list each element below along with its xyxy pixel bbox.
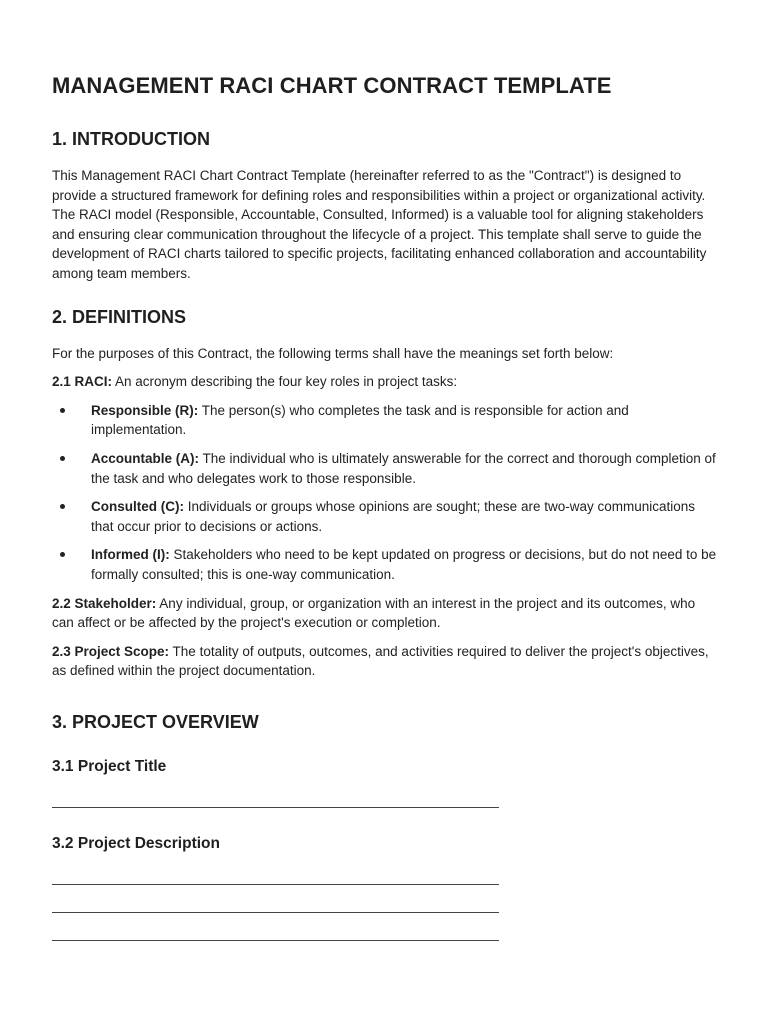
document-title: MANAGEMENT RACI CHART CONTRACT TEMPLATE [52,73,612,98]
section-project-overview [52,711,718,941]
definition-scope-term: 2.3 Project Scope: [52,643,170,659]
role-term: Consulted (C): [91,499,184,515]
definition-raci-text: An acronym describing the four key roles in project tasks: [112,374,458,390]
project-title-field[interactable] [52,806,499,808]
definition-stakeholder [52,594,718,633]
list-item [52,545,718,584]
role-term: Informed (I): [91,547,170,563]
role-text: The individual who is ultimately answerable for the correct and thorough completion of the task and who delegates work to those responsible. [91,450,716,486]
definitions-lead: For the purposes of this Contract, the following terms shall have the meanings set forth below: [52,345,614,361]
project-title-label: 3.1 Project Title [52,757,167,775]
bullet-icon [60,504,65,509]
introduction-heading: 1. INTRODUCTION [52,129,211,149]
list-item [52,401,718,440]
bullet-icon [60,552,65,557]
project-description-line-1[interactable] [52,883,499,885]
project-description-line-2[interactable] [52,911,499,913]
introduction-body: This Management RACI Chart Contract Template (hereinafter referred to as the "Contract") is designed to provide a structured framework for defining roles and responsibilities within a project or organizational activity. The RACI model (Responsible, Accountable, Consulted, Informed) is a valuable tool for aligning stakeholders and ensuring clear communication throughout the lifecycle of a project. This template shall serve to guide the development of RACI charts tailored to specific projects, facilitating enhanced collaboration and accountability among team members. [52,168,707,281]
definition-scope-text: The totality of outputs, outcomes, and activities required to deliver the project's objectives, as defined within the project documentation. [52,643,709,679]
role-text: The person(s) who completes the task and is responsible for action and implementation. [91,402,629,438]
project-description-line-3[interactable] [52,939,499,941]
definition-project-scope [52,642,718,681]
definition-stakeholder-term: 2.2 Stakeholder: [52,595,157,611]
role-text: Stakeholders who need to be kept updated on progress or decisions, but do not need to be formally consulted; this is one-way communication. [91,547,717,582]
role-term: Responsible (R): [91,402,199,418]
list-item [52,449,718,488]
definition-stakeholder-text: Any individual, group, or organization with an interest in the project and its outcomes, who can affect or be affected by the project's execution or completion. [52,595,696,631]
section-definitions [52,306,718,681]
list-item [52,497,718,536]
definitions-heading: 2. DEFINITIONS [52,306,187,327]
bullet-icon [60,456,65,461]
definition-raci [52,372,718,392]
project-description-label: 3.2 Project Description [52,834,220,852]
role-term: Accountable (A): [91,450,199,466]
bullet-icon [60,408,65,413]
section-introduction [52,128,718,284]
role-text: Individuals or groups whose opinions are sought; these are two-way communications that occur prior to decisions or actions. [91,499,696,534]
raci-roles-list [52,401,718,585]
project-overview-heading: 3. PROJECT OVERVIEW [52,711,259,732]
definition-raci-term: 2.1 RACI: [52,374,113,390]
